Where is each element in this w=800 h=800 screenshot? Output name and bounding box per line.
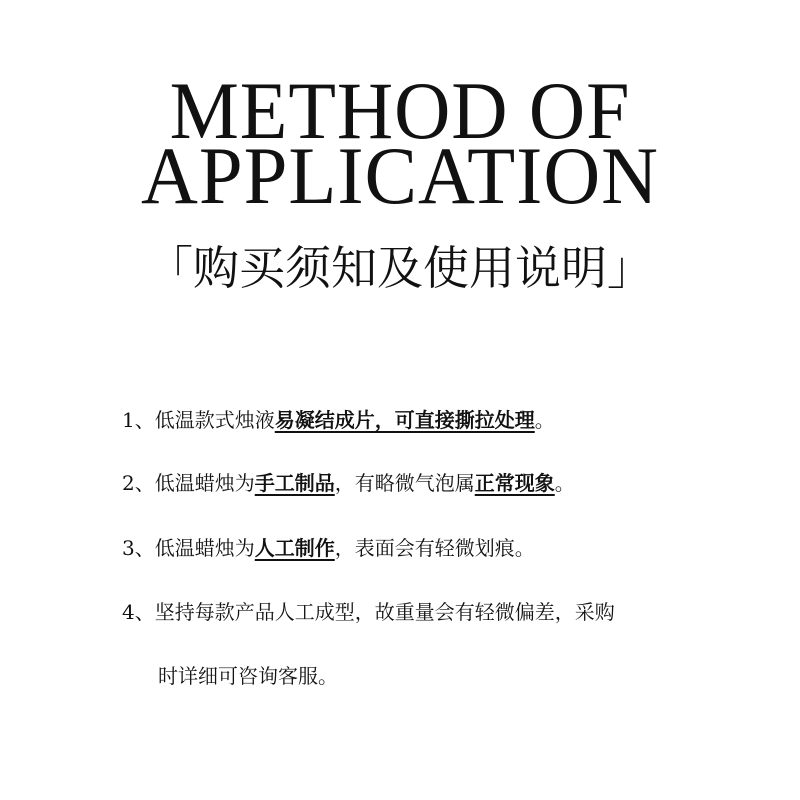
page-title-line-1: METHOD OF xyxy=(169,65,631,156)
instruction-number: 4、 xyxy=(122,600,155,624)
instruction-text: 低温蜡烛为 xyxy=(154,471,255,495)
instruction-item-1 xyxy=(122,405,555,435)
instruction-item-4 xyxy=(122,597,615,627)
emphasized-instruction-text: 正常现象 xyxy=(474,471,555,495)
instruction-text: 。 xyxy=(554,471,575,495)
emphasized-instruction-text: 手工制品 xyxy=(254,471,335,495)
instruction-item-3 xyxy=(122,533,535,563)
instruction-text: 低温款式烛液 xyxy=(154,408,275,432)
instruction-number: 3、 xyxy=(122,536,155,560)
instruction-text: ，表面会有轻微划痕。 xyxy=(334,536,535,560)
instruction-text: 坚持每款产品人工成型，故重量会有轻微偏差，采购 xyxy=(154,600,615,624)
page-subtitle: 「购买须知及使用说明」 xyxy=(147,241,653,295)
emphasized-instruction-text: 易凝结成片，可直接撕拉处理 xyxy=(274,408,535,432)
instruction-item-2 xyxy=(122,468,575,498)
instruction-item-4-continuation: 时详细可咨询客服。 xyxy=(158,664,338,688)
page-title-line-2: APPLICATION xyxy=(141,130,659,221)
emphasized-instruction-text: 人工制作 xyxy=(254,536,335,560)
instruction-number: 1、 xyxy=(122,408,155,432)
instruction-text: ，有略微气泡属 xyxy=(334,471,475,495)
instruction-text: 低温蜡烛为 xyxy=(154,536,255,560)
instruction-number: 2、 xyxy=(122,471,155,495)
instruction-text: 。 xyxy=(534,408,555,432)
